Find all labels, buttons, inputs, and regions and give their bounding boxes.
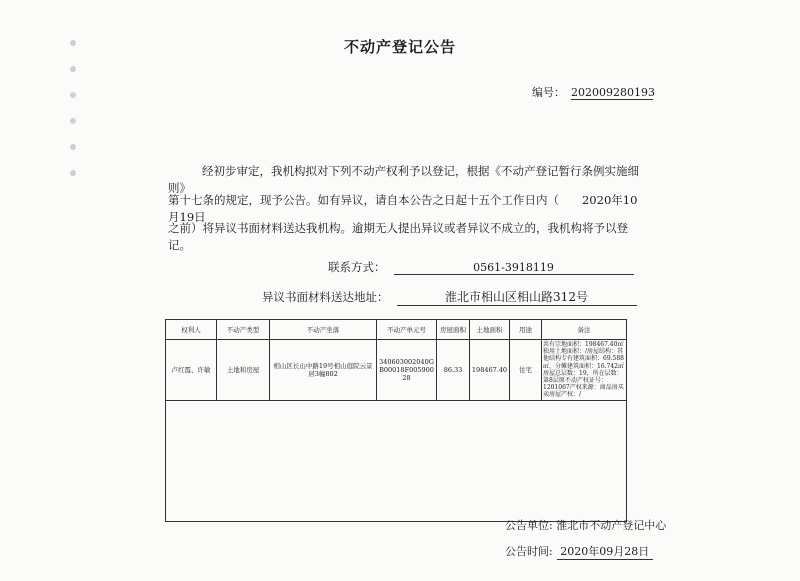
header-house-area: 房屋面积	[437, 320, 470, 340]
header-type: 不动产类型	[217, 320, 270, 340]
contact-line	[328, 259, 634, 275]
cell-unit-no: 340603002040GB00018F00590028	[377, 340, 437, 401]
signature-unit	[505, 517, 666, 533]
unit-label: 公告单位:	[505, 519, 553, 532]
address-line	[262, 288, 637, 306]
cell-location: 相山区长山中路19号相山庭院云景居3幢802	[270, 340, 377, 401]
date-label: 公告时间:	[505, 545, 553, 558]
cell-land-area: 198467.40	[470, 340, 510, 401]
header-land-area: 土地面积	[470, 320, 510, 340]
header-owner: 权利人	[166, 320, 217, 340]
document-title: 不动产登记公告	[343, 38, 456, 56]
cell-type: 土地和房屋	[217, 340, 270, 401]
binding-holes	[70, 40, 78, 196]
date-value: 2020年09月28日	[557, 543, 653, 560]
header-note: 备注	[542, 320, 627, 340]
serial-number	[532, 84, 653, 100]
cell-usage: 住宅	[510, 340, 542, 401]
cell-owner: 卢红霞、许敏	[166, 340, 217, 401]
contact-label: 联系方式：	[328, 260, 386, 274]
address-value: 淮北市相山区相山路312号	[397, 288, 637, 306]
paragraph-1: 经初步审定，我机构拟对下列不动产权利予以登记，根据《不动产登记暂行条例实施细则》	[168, 164, 639, 195]
paragraph-3: 之前）将异议书面材料送达我机构。逾期无人提出异议或者异议不成立的，我机构将予以登记。	[168, 221, 628, 252]
cell-house-area: 86.33	[437, 340, 470, 401]
header-location: 不动产坐落	[270, 320, 377, 340]
cell-note: 共有宗地面积：198467.40㎡独用土地面积：/房屋结构：其他结构专有建筑面积：69.588㎡，分摊建筑面积：16.742㎡房屋总层数：19，所在层数：第8层原不动产权证号：1201067产权来源：商品房买卖房屋产权：/	[542, 340, 627, 401]
signature-date	[505, 543, 653, 560]
header-unit-no: 不动产单元号	[377, 320, 437, 340]
contact-value: 0561-3918119	[394, 261, 634, 275]
unit-value: 淮北市不动产登记中心	[556, 519, 667, 532]
header-usage: 用途	[510, 320, 542, 340]
serial-label: 编号：	[532, 86, 565, 99]
serial-value: 202009280193	[571, 86, 655, 99]
table-header-row	[166, 320, 627, 340]
table-empty-row	[166, 400, 627, 521]
property-table	[165, 319, 627, 522]
table-row	[166, 340, 627, 401]
address-label: 异议书面材料送达地址：	[262, 290, 389, 304]
paragraph-2: 第十七条的规定，现予公告。如有异议，请自本公告之日起十五个工作日内（ 2020年10月19日	[168, 193, 638, 224]
